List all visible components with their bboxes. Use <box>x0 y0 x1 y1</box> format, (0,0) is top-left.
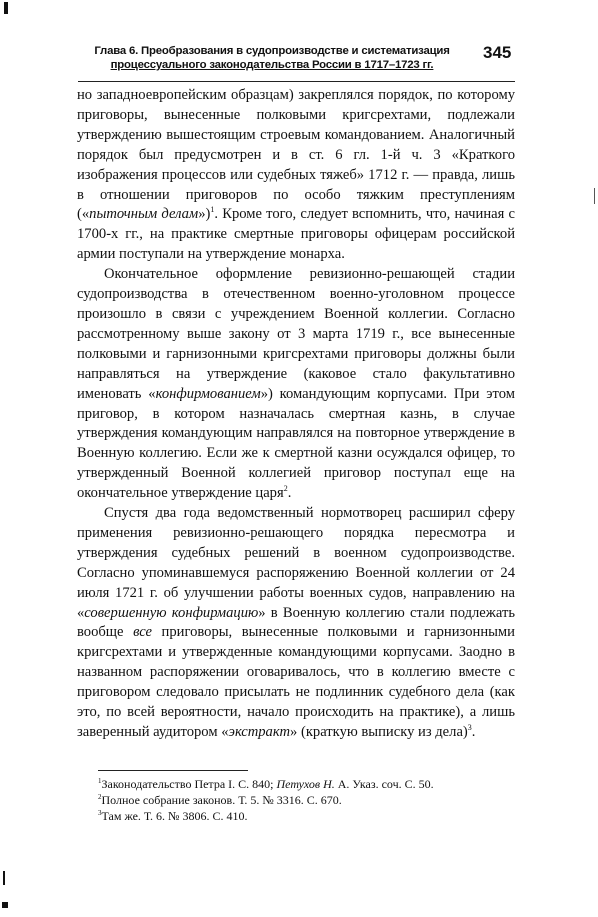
page-number: 345 <box>483 43 512 62</box>
header-rule <box>78 81 515 82</box>
scan-mark-top <box>4 2 8 14</box>
running-header-line-2: процессуального законодательства России в 1717–1723 гг. <box>110 59 434 71</box>
footnote-ref: 1 <box>210 205 215 215</box>
footnote-number: 2 <box>98 793 102 801</box>
text-segment: . Кроме того, следует вспомнить, что, начиная с 1700-х гг., на практике смертные приговоры офицерам российской армии поступали на утверждение монарха. <box>77 206 515 263</box>
text-segment: . <box>471 724 476 740</box>
text-segment: ») <box>198 206 211 223</box>
text-segment: » (краткую выписку из дела) <box>290 724 468 740</box>
italic-text: Петухов Н. <box>276 777 335 791</box>
footnotes <box>98 776 518 824</box>
footnote-2 <box>98 792 518 808</box>
paragraph-2 <box>77 265 515 504</box>
paragraph-3 <box>77 504 515 743</box>
scan-mark-bottom-2 <box>2 902 8 908</box>
text-segment: но западноевропейским образцам) закреплялся порядок, по которому приговоры, вынесенные полковыми кригсрехтами, подлежали утверждению вышестоящим строевым командованием. Аналогичный порядок был предусмотрен и в ст. 6 гл. 1-й ч. 3 «Краткого изображения процессов или судебных тяжеб» 1712 г. — правда, лишь в отношении приговоров по особо тяжким преступлениям (« <box>77 87 515 223</box>
footnote-3 <box>98 808 518 824</box>
text-segment: приговоры, вынесенные полковыми и гарнизонными кригсрехтами и утвержденные командующими корпусами. Заодно в названном распоряжении оговаривалось, что в коллегию вместе с приговором следовало присылать не подлинник судебного дела (как это, по всей вероятности, начало происходить на практике), а лишь заверенный аудитором « <box>77 624 515 740</box>
footnote-number: 1 <box>98 777 102 785</box>
footnote-ref: 2 <box>283 484 288 494</box>
main-text <box>77 86 515 743</box>
text-segment: Окончательное оформление ревизионно-решающей стадии судопроизводства в отечественном военно-уголовном процессе произошло в связи с учреждением Военной коллегии. Согласно рассмотренному выше закону от 3 марта 1719 г., все вынесенные полковыми и гарнизонными кригсрехтами приговоры должны были направляться на утверждение (каковое стало факультативно именовать « <box>77 266 515 402</box>
scan-mark-side <box>594 188 595 204</box>
footnote-rule <box>98 770 248 771</box>
italic-text: пыточным делам <box>89 206 199 223</box>
footnote-ref: 3 <box>467 723 472 733</box>
italic-text: конфирмованием <box>155 385 261 402</box>
footnote-1 <box>98 776 518 792</box>
text-segment: ») командующим корпусами. При этом приговор, в котором назначалась смертная казнь, в случае утверждения командующим направлялся на повторное утверждение в Военную коллегию. Если же к смертной казни осуждался офицер, то утвержденный Военной коллегией приговор поступал еще на окончательное утверждение царя <box>77 385 515 502</box>
italic-text: совершенную конфирмацию <box>84 604 259 621</box>
running-header-line-1: Глава 6. Преобразования в судопроизводстве и систематизация <box>94 45 450 57</box>
italic-text: все <box>133 624 152 641</box>
text-segment: . <box>287 485 292 502</box>
text-segment: Законодательство Петра I. С. 840; <box>101 777 277 791</box>
text-segment: Полное собрание законов. Т. 5. № 3316. С. 670. <box>101 793 342 807</box>
text-segment: » в Военную коллегию стали подлежать вообще <box>77 604 515 641</box>
scan-mark-bottom-1 <box>3 871 5 885</box>
text-segment: А. Указ. соч. С. 50. <box>334 777 434 791</box>
italic-text: экстракт <box>228 724 291 740</box>
text-segment: Спустя два года ведомственный нормотворец расширил сферу применения ревизионно-решающего порядка пересмотра и утверждения судебных решений в военном судопроизводстве. Согласно упоминавшемуся распоряжению Военной коллегии от 24 июля 1721 г. об улучшении работы военных судов, направлению на « <box>77 505 515 621</box>
text-segment: Там же. Т. 6. № 3806. С. 410. <box>101 809 248 823</box>
paragraph-1 <box>77 86 515 265</box>
running-header <box>72 44 472 72</box>
footnote-number: 3 <box>98 809 102 817</box>
